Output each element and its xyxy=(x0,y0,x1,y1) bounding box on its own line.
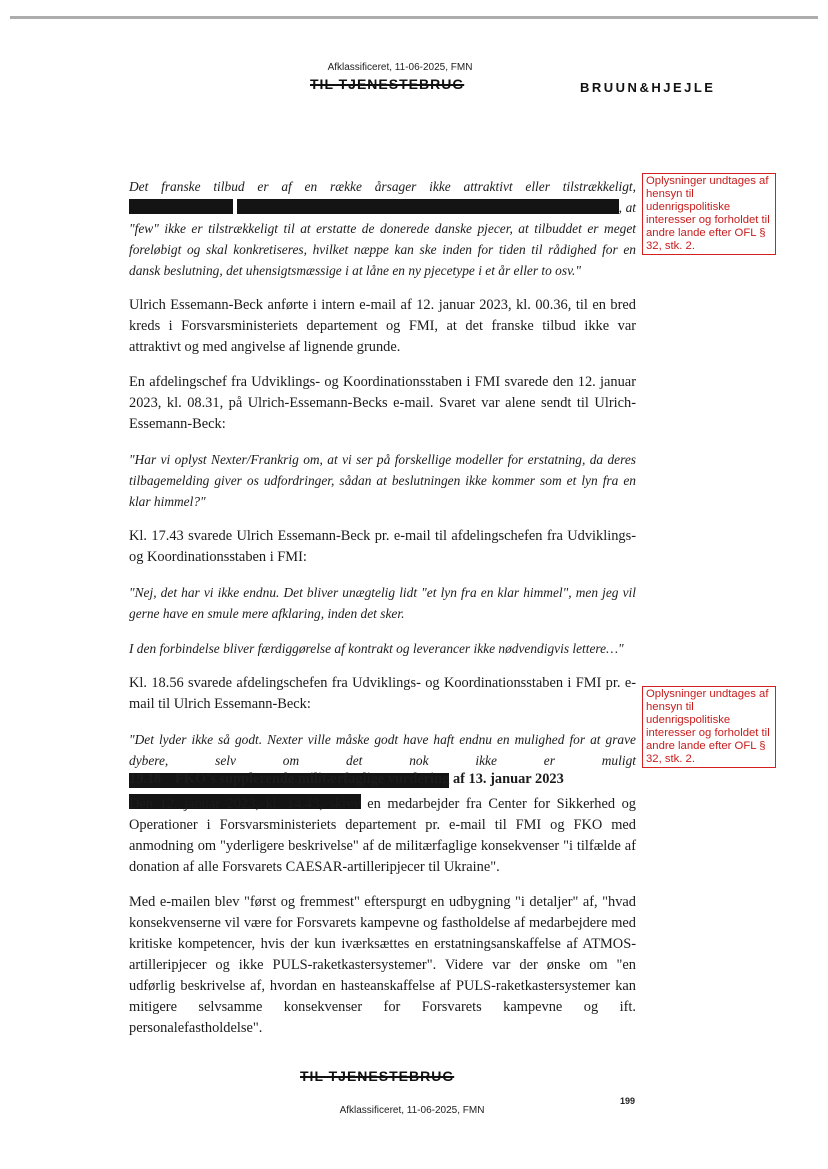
quote: I den forbindelse bliver færdiggørelse af kontrakt og leverancer ikke nødvendigvis lettere…" xyxy=(129,641,624,656)
redaction-note-1: Oplysninger undtages af hensyn til udenrigspolitiske interesser og forholdet til andre lande efter OFL § 32, stk. 2. xyxy=(642,173,776,255)
quote-french-offer xyxy=(129,176,636,281)
quote-french-offer-start: Det franske tilbud er af en række årsager ikke attraktivt eller tilstrækkeligt, xyxy=(129,179,636,194)
page-number: 199 xyxy=(620,1096,636,1106)
quote-nexter-text: "Det lyder ikke så godt. Nexter ville måske godt have haft endnu en mulighed for at grave dybere, selv om det nok ikke er muligt xyxy=(129,732,636,768)
redaction-note-2: Oplysninger undtages af hensyn til udenrigspolitiske interesser og forholdet til andre lande efter OFL § 32, stk. 2. xyxy=(642,686,776,768)
paragraph: Ulrich Essemann-Beck anførte i intern e-mail af 12. januar 2023, kl. 00.36, til en bred kreds i Forsvarsministeriets departement og FMI, at det franske tilbud ikke var attraktivt og med angivelse af lignende grunde. xyxy=(129,297,636,355)
redaction-bar xyxy=(237,199,619,214)
section-number: 19.18 xyxy=(129,771,162,787)
body-upper xyxy=(129,176,636,827)
redaction-bar xyxy=(129,199,233,214)
paragraph: En afdelingschef fra Udviklings- og Koordinationsstaben i FMI svarede den 12. januar 2023, kl. 08.31, på Ulrich-Essemann-Becks e-mail. Svaret var alene sendt til Ulrich-Essemann-Beck: xyxy=(129,374,636,432)
quote: "Nej, det har vi ikke endnu. Det bliver unægtelig lidt "et lyn fra en klar himmel", men jeg vil gerne have en smule mere afklaring, inden det sker. xyxy=(129,585,636,621)
section-heading xyxy=(129,769,636,790)
classification-marking-bottom: TIL TJENESTEBRUG xyxy=(300,1068,455,1084)
body-lower xyxy=(129,769,636,1053)
paragraph: Kl. 17.43 svarede Ulrich Essemann-Beck pr. e-mail til afdelingschefen fra Udviklings- og Koordinationsstaben i FMI: xyxy=(129,528,636,565)
paragraph: Den 12. januar 2023, kl. 14.43, skrev en medarbejder fra Center for Sikkerhed og Operationer i Forsvarsministeriets departement pr. e-mail til FMI og FKO med anmodning om "yderligere beskrivelse" af de militærfaglige konsekvenser "i tilfælde af donation af alle Forsvarets CAESAR-artilleripjecer til Ukraine". xyxy=(129,796,636,875)
quote-french-offer-end: , at "few" ikke er tilstrækkeligt til at erstatte de donerede danske pjecer, at tilbuddet er meget foreløbigt og skal konkretiseres, hvilket næppe kan ske inden for tiden til rådighed for en dansk beslutning, det uhensigtsmæssige i at låne en ny pjecetype i et år eller to osv." xyxy=(129,200,636,278)
scan-edge-line xyxy=(10,16,818,19)
classification-marking-top: TIL TJENESTEBRUG xyxy=(310,76,465,92)
declassified-stamp-bottom: Afklassificeret, 11-06-2025, FMN xyxy=(339,1105,485,1116)
declassified-stamp-top: Afklassificeret, 11-06-2025, FMN xyxy=(327,62,473,73)
firm-logo: BRUUN&HJEJLE xyxy=(580,80,716,95)
quote: "Har vi oplyst Nexter/Frankrig om, at vi ser på forskellige modeller for erstatning, da deres tilbagemelding giver os udfordringer, sådan at beslutningen ikke kommer som et lyn fra en klar himmel?" xyxy=(129,452,636,509)
paragraph: Kl. 18.56 svarede afdelingschefen fra Udviklings- og Koordinationsstaben i FMI pr. e-mail til Ulrich Essemann-Beck: xyxy=(129,675,636,712)
paragraph: Med e-mailen blev "først og fremmest" efterspurgt en udbygning "i detaljer" af, "hvad konsekvenserne vil være for Forsvarets kampevne og fastholdelse af medarbejdere med kritiske kompetencer, hvis der kun iværksættes en erstatningsanskaffelse af ATMOS-artilleripjecer og ikke PULS-raketkastersystemer". Videre var der ønske om "en udførlig beskrivelse af, hvordan en hasteanskaffelse af PULS-raketkastersystemer kan mitigere selvsamme konsekvenser for Forsvarets kampevne og ift. personalefastholdelse". xyxy=(129,894,636,1036)
section-title: FKO's supplerende militærfaglige vurdering af 13. januar 2023 xyxy=(175,771,564,787)
